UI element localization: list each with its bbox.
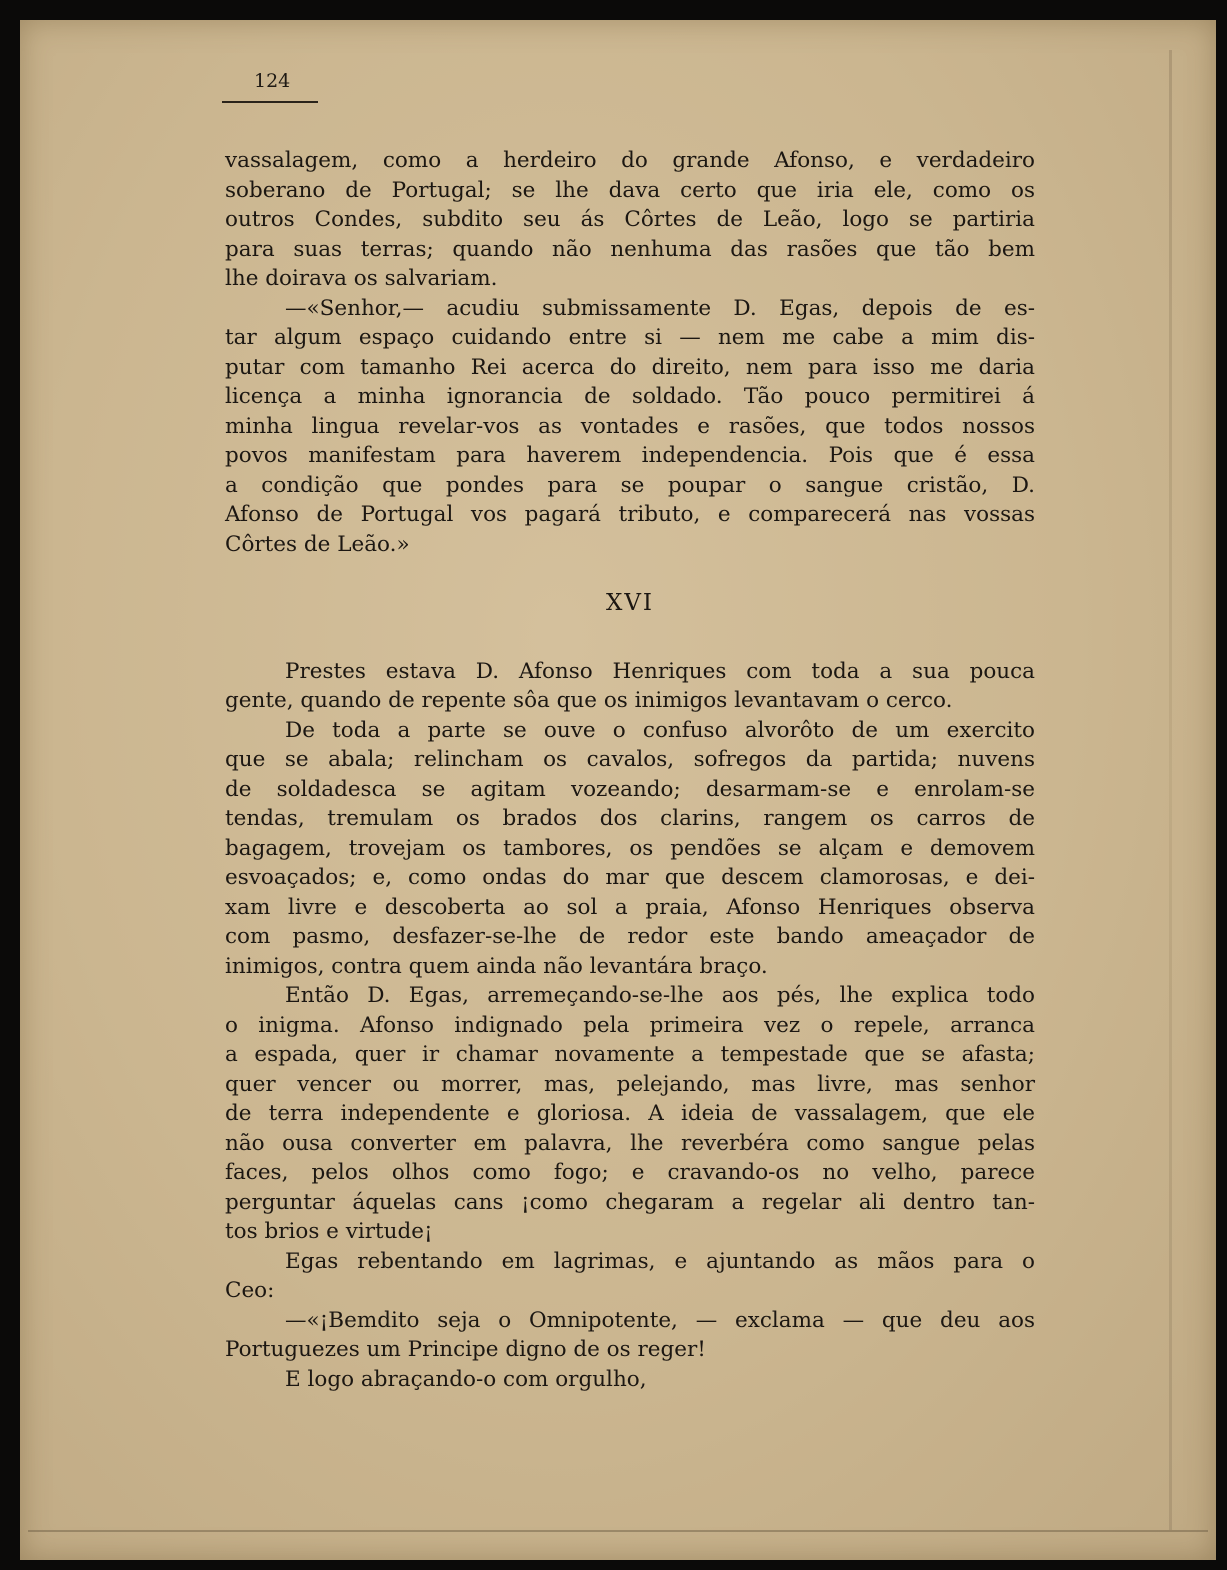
text-line: gente, quando de repente sôa que os inimigos levantavam o cerco. <box>225 688 953 713</box>
text-line: de soldadesca se agitam vozeando; desarmam-se e enrolam-se <box>225 776 1035 802</box>
text-line: o inigma. Afonso indignado pela primeira vez o repele, arranca <box>225 1012 1035 1038</box>
text-line: tendas, tremulam os brados dos clarins, rangem os carros de <box>225 806 1035 831</box>
text-line: tos brios e virtude¡ <box>225 1219 433 1244</box>
text-line: —«¡Bemdito seja o Omnipotente, — exclama — que deu aos <box>285 1307 1035 1333</box>
text-line: quer vencer ou morrer, mas, pelejando, mas livre, mas senhor <box>225 1071 1035 1097</box>
text-line: Prestes estava D. Afonso Henriques com toda a sua pouca <box>285 658 1035 684</box>
text-line: soberano de Portugal; se lhe dava certo que iria ele, como os <box>225 177 1035 203</box>
text-line: não ousa converter em palavra, lhe reverbéra como sangue pelas <box>225 1130 1035 1156</box>
text-line: que se abala; relincham os cavalos, sofregos da partida; nuvens <box>225 747 1035 772</box>
text-line: tar algum espaço cuidando entre si — nem me cabe a mim dis- <box>225 325 1035 350</box>
text-line: bagagem, trovejam os tambores, os pendões se alçam e demovem <box>225 835 1035 861</box>
text-line: xam livre e descoberta ao sol a praia, Afonso Henriques observa <box>225 894 1035 920</box>
page-number: 124 <box>254 70 291 92</box>
bottom-edge <box>28 1530 1208 1532</box>
text-line: faces, pelos olhos como fogo; e cravando-os no velho, parece <box>225 1160 1035 1185</box>
text-line: Afonso de Portugal vos pagará tributo, e comparecerá nas vossas <box>225 502 1035 527</box>
text-line: De toda a parte se ouve o confuso alvorôto de um exercito <box>285 717 1035 743</box>
text-line: Egas rebentando em lagrimas, e ajuntando as mãos para o <box>285 1248 1035 1274</box>
text-line: a condição que pondes para se poupar o sangue cristão, D. <box>225 472 1035 498</box>
page-edge <box>1169 50 1172 1530</box>
header-rule <box>222 101 318 103</box>
text-line: minha lingua revelar-vos as vontades e rasões, que todos nossos <box>225 413 1035 439</box>
book-page <box>20 20 1216 1560</box>
text-line: Ceo: <box>225 1278 275 1303</box>
text-line: de terra independente e gloriosa. A ideia de vassalagem, que ele <box>225 1101 1035 1126</box>
text-line: Portuguezes um Principe digno de os reger! <box>225 1337 706 1362</box>
text-line: esvoaçados; e, como ondas do mar que descem clamorosas, e dei- <box>225 865 1035 890</box>
text-line: E logo abraçando-o com orgulho, <box>285 1366 647 1392</box>
text-line: perguntar áquelas cans ¡como chegaram a regelar ali dentro tan- <box>225 1189 1035 1215</box>
text-line: —«Senhor,— acudiu submissamente D. Egas, depois de es- <box>285 295 1035 321</box>
text-line: povos manifestam para haverem independencia. Pois que é essa <box>225 443 1035 468</box>
text-line: com pasmo, desfazer-se-lhe de redor este bando ameaçador de <box>225 924 1035 949</box>
text-line: inimigos, contra quem ainda não levantára braço. <box>225 953 768 979</box>
text-line: Então D. Egas, arremeçando-se-lhe aos pés, lhe explica todo <box>285 983 1035 1008</box>
section-heading: XVI <box>605 590 655 616</box>
text-line: lhe doirava os salvariam. <box>225 266 498 291</box>
text-line: outros Condes, subdito seu ás Côrtes de Leão, logo se partiria <box>225 207 1035 232</box>
text-line: licença a minha ignorancia de soldado. Tão pouco permitirei á <box>225 384 1035 409</box>
text-line: a espada, quer ir chamar novamente a tempestade que se afasta; <box>225 1042 1035 1067</box>
text-line: para suas terras; quando não nenhuma das rasões que tão bem <box>225 236 1035 262</box>
text-line: Côrtes de Leão.» <box>225 531 410 557</box>
text-line: vassalagem, como a herdeiro do grande Afonso, e verdadeiro <box>225 148 1035 173</box>
text-line: putar com tamanho Rei acerca do direito, nem para isso me daria <box>225 354 1035 380</box>
page-body <box>225 146 1035 1394</box>
